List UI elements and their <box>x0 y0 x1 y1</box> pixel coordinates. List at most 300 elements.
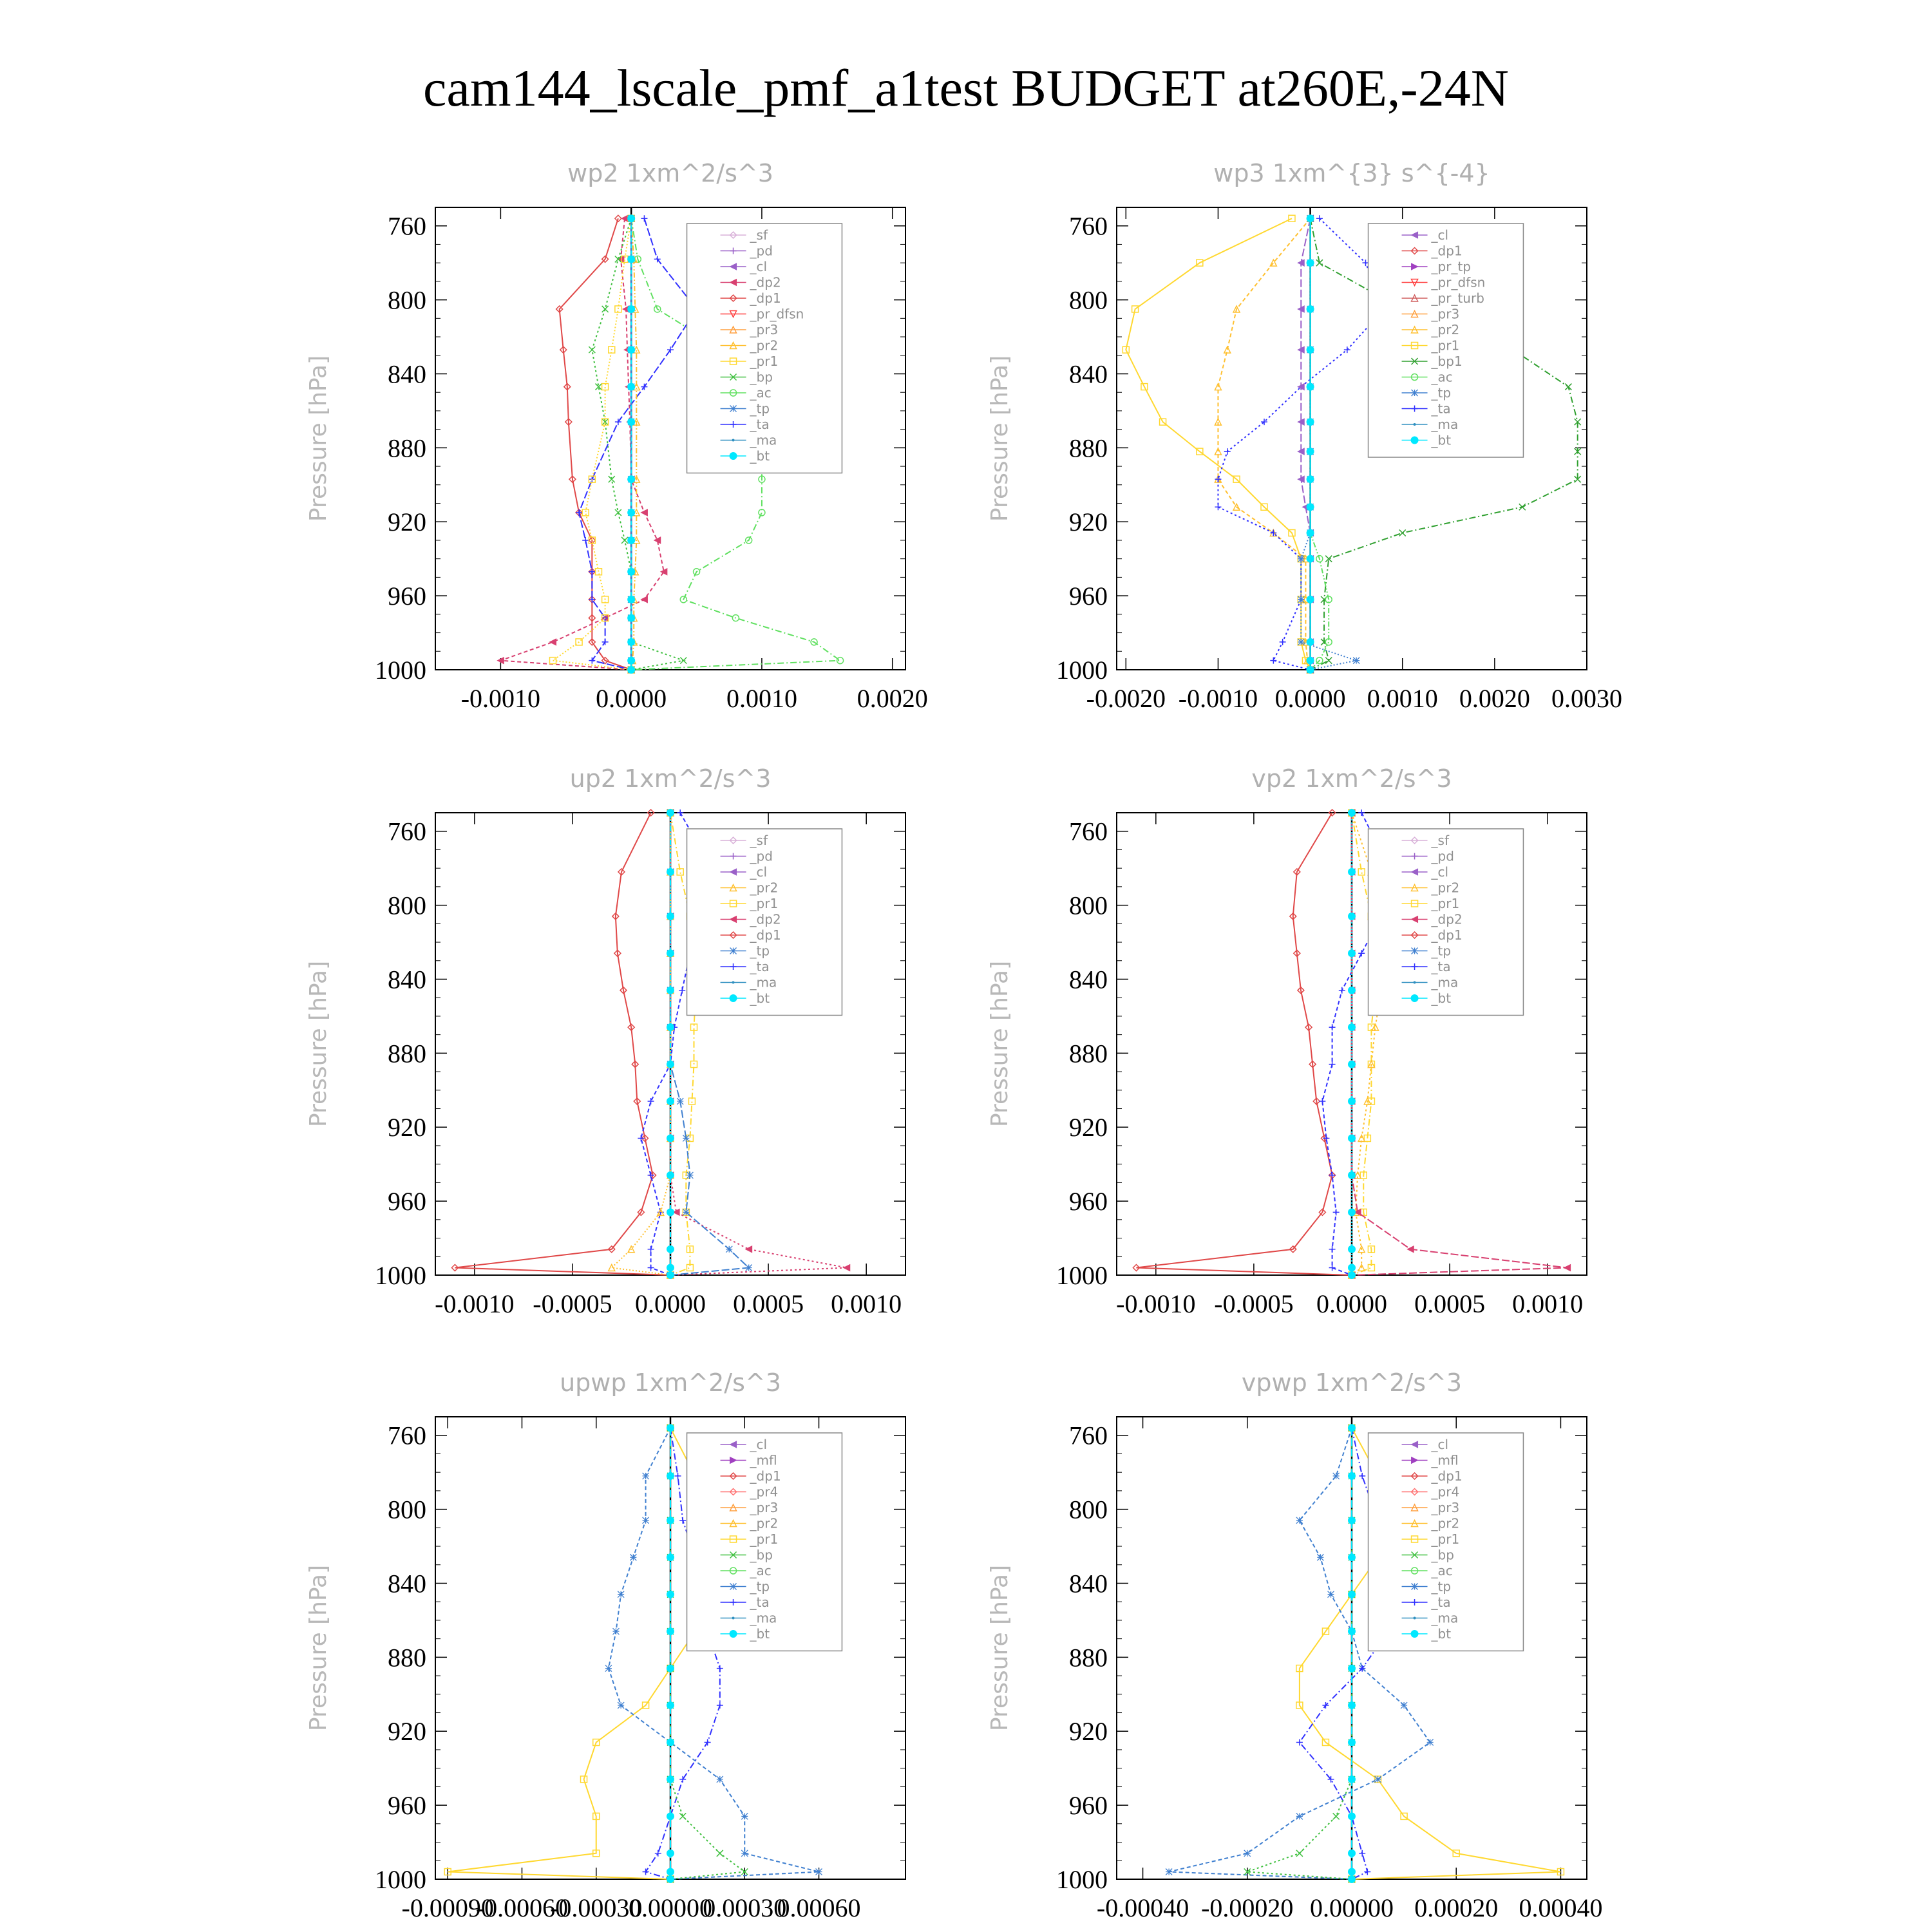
legend-label: _tp <box>1431 1578 1452 1595</box>
data-point-bt <box>667 987 674 994</box>
legend-label: _pr2 <box>750 880 779 896</box>
legend-label: _tp <box>750 943 770 959</box>
legend-marker <box>1414 1617 1416 1620</box>
legend-label: _pr_dfsn <box>750 306 804 322</box>
legend-label: _ma <box>750 974 777 990</box>
data-point-tp <box>1298 556 1304 562</box>
data-point-bt <box>1348 1850 1356 1857</box>
legend-label: _ma <box>750 1610 777 1626</box>
data-point-bt <box>627 475 635 483</box>
x-tick-label: -0.0010 <box>1116 1289 1196 1318</box>
y-tick-label: 960 <box>388 582 426 611</box>
x-tick-label: 0.00000 <box>1310 1893 1394 1922</box>
data-point-bt <box>1307 259 1314 267</box>
data-point-bt <box>627 568 635 576</box>
data-point-tp <box>717 1776 723 1783</box>
data-point-bt <box>1348 1061 1356 1068</box>
data-point-bt <box>627 383 635 391</box>
data-point-bt <box>667 1591 674 1598</box>
y-axis-label: Pressure [hPa] <box>987 1564 1013 1732</box>
data-point-bt <box>1348 1627 1356 1635</box>
y-tick-label: 760 <box>1069 211 1108 241</box>
y-tick-label: 840 <box>1069 965 1108 994</box>
data-point-ta <box>1358 950 1365 956</box>
y-tick-label: 840 <box>1069 1569 1108 1598</box>
legend-marker <box>730 1630 737 1638</box>
data-point-bt <box>1348 1738 1356 1746</box>
data-point-tp <box>683 1209 689 1215</box>
legend-label: _pr1 <box>750 1531 779 1547</box>
data-point-bt <box>1348 868 1356 876</box>
y-tick-label: 880 <box>388 1039 426 1068</box>
y-tick-label: 1000 <box>375 1865 426 1894</box>
data-point-dp2 <box>641 596 647 603</box>
y-tick-label: 1000 <box>1056 656 1108 685</box>
data-point-ta <box>1339 987 1345 994</box>
y-tick-label: 1000 <box>375 1261 426 1290</box>
x-tick-label: -0.0020 <box>1086 684 1166 713</box>
legend-label: _bp <box>750 369 773 385</box>
data-point-ta <box>675 1473 681 1479</box>
legend-marker <box>1412 1584 1418 1590</box>
legend-label: _sf <box>1431 833 1450 848</box>
y-tick-label: 840 <box>388 965 426 994</box>
chart-title: up2 1xm^2/s^3 <box>569 764 772 793</box>
legend-label: _bt <box>750 1626 770 1642</box>
data-point-bp1 <box>1399 529 1406 536</box>
data-point-bt <box>1307 305 1314 313</box>
y-tick-label: 800 <box>388 285 426 315</box>
data-point-bt <box>627 536 635 544</box>
y-tick-label: 960 <box>1069 582 1108 611</box>
data-point-bt <box>1348 1591 1356 1598</box>
legend-label: _ta <box>750 1595 770 1610</box>
data-point-bt <box>1307 638 1314 646</box>
data-point-tp <box>816 1869 822 1875</box>
data-point-ta <box>648 1246 654 1253</box>
x-tick-label: -0.00040 <box>1096 1893 1189 1922</box>
data-point-bt <box>1348 1875 1356 1883</box>
data-point-ta <box>1280 639 1286 645</box>
legend-label: _mfl <box>750 1452 777 1468</box>
data-point-dp2 <box>1407 1246 1414 1253</box>
legend-marker <box>730 406 737 412</box>
legend-label: _bt <box>750 448 770 464</box>
data-point-tp <box>605 1665 612 1672</box>
data-point-bt <box>667 1424 674 1432</box>
legend-label: _pr2 <box>750 1515 779 1531</box>
data-point-bt <box>1307 346 1314 354</box>
x-tick-label: 0.00000 <box>629 1893 712 1922</box>
x-tick-label: 0.0000 <box>1274 684 1346 713</box>
legend-label: _dp1 <box>750 927 781 943</box>
legend-marker <box>732 1617 735 1620</box>
data-point-bt <box>627 418 635 426</box>
legend-label: _ac <box>750 385 772 401</box>
data-point-pr2 <box>1224 346 1231 353</box>
data-point-bt <box>667 868 674 876</box>
legend-label: _mfl <box>1431 1452 1459 1468</box>
series-line-bp <box>1247 1428 1352 1879</box>
legend-marker <box>730 1584 737 1590</box>
data-point-bt <box>1348 1517 1356 1524</box>
data-point-bt <box>667 1812 674 1820</box>
series-line-dp1 <box>560 218 632 670</box>
x-tick-label: -0.0010 <box>1178 684 1258 713</box>
data-point-bt <box>667 1472 674 1480</box>
data-point-bt <box>1348 1472 1356 1480</box>
data-point-ta <box>582 537 589 544</box>
legend-marker <box>730 452 737 460</box>
data-point-bt <box>627 214 635 222</box>
legend-label: _pr2 <box>1431 1515 1460 1531</box>
data-point-bt <box>667 1776 674 1783</box>
legend-marker <box>732 439 735 442</box>
data-point-ta <box>1333 1209 1340 1215</box>
data-point-bt <box>667 1061 674 1068</box>
data-point-bt <box>1348 1776 1356 1783</box>
data-point-tp <box>741 1813 748 1819</box>
data-point-bt <box>627 614 635 622</box>
legend-label: _pr_tp <box>1431 259 1472 274</box>
y-tick-label: 1000 <box>1056 1261 1108 1290</box>
data-point-ta <box>1358 810 1365 816</box>
data-point-tp <box>1353 658 1359 664</box>
y-tick-label: 840 <box>388 1569 426 1598</box>
y-tick-label: 760 <box>388 211 426 241</box>
data-point-tp <box>1296 1517 1303 1524</box>
legend-label: _ma <box>1431 417 1459 432</box>
legend-label: _bt <box>1431 990 1452 1006</box>
legend-label: _ma <box>750 432 777 448</box>
data-point-bt <box>667 1517 674 1524</box>
y-tick-label: 760 <box>388 817 426 846</box>
data-point-bt <box>667 1850 674 1857</box>
y-tick-label: 1000 <box>375 656 426 685</box>
series-line-pr1 <box>448 1428 720 1879</box>
data-point-ta <box>648 1265 654 1271</box>
legend-label: _pr3 <box>750 1500 779 1515</box>
data-point-bt <box>627 596 635 603</box>
y-tick-label: 840 <box>388 359 426 389</box>
data-point-bt <box>1307 529 1314 536</box>
data-point-ta <box>717 1702 723 1709</box>
data-point-bt <box>1307 596 1314 603</box>
data-point-tp <box>630 1554 636 1560</box>
data-point-bp <box>1296 1850 1303 1857</box>
data-point-ta <box>1359 1473 1365 1479</box>
series-line-dp2 <box>500 218 663 670</box>
x-tick-label: 0.0020 <box>857 684 928 713</box>
data-point-bt <box>667 1875 674 1883</box>
data-point-bt <box>1348 1023 1356 1031</box>
data-point-ta <box>1329 1265 1336 1271</box>
legend-label: _pr4 <box>750 1484 779 1500</box>
data-point-bt <box>1307 418 1314 426</box>
legend-marker <box>732 981 735 984</box>
data-point-bp <box>680 658 687 664</box>
legend-label: _pr_turb <box>1431 290 1484 306</box>
data-point-ta <box>717 1665 723 1672</box>
data-point-tp <box>1427 1739 1434 1745</box>
x-tick-label: 0.0000 <box>596 684 667 713</box>
legend-marker <box>1414 423 1416 426</box>
chart-panel-2 <box>987 159 1622 713</box>
data-point-bt <box>1348 913 1356 920</box>
data-point-bp <box>1333 1813 1340 1819</box>
data-point-tp <box>1375 1776 1381 1783</box>
data-point-bt <box>667 1245 674 1253</box>
data-point-bp <box>679 1813 686 1819</box>
x-tick-label: 0.0005 <box>733 1289 804 1318</box>
series-line-dp1 <box>455 813 670 1275</box>
data-point-ta <box>1329 1061 1336 1068</box>
y-tick-label: 800 <box>388 1495 426 1524</box>
y-tick-label: 920 <box>1069 507 1108 537</box>
x-tick-label: 0.0005 <box>1414 1289 1486 1318</box>
data-point-tp <box>1244 1850 1251 1857</box>
legend-label: _sf <box>750 833 768 848</box>
data-point-bt <box>627 305 635 313</box>
legend-marker <box>1411 437 1419 444</box>
data-point-tp <box>1328 1591 1334 1598</box>
data-point-bt <box>1348 1812 1356 1820</box>
data-point-ta <box>1364 1869 1370 1875</box>
data-point-tp <box>1401 1702 1407 1709</box>
data-point-bt <box>1307 214 1314 222</box>
legend-marker <box>1412 948 1418 954</box>
data-point-bt <box>667 1553 674 1561</box>
data-point-bt <box>667 1264 674 1272</box>
data-point-bt <box>1348 1208 1356 1216</box>
x-tick-label: -0.00020 <box>1201 1893 1294 1922</box>
data-point-bp <box>717 1850 723 1857</box>
y-tick-label: 800 <box>388 891 426 920</box>
data-point-bt <box>1307 555 1314 563</box>
data-point-tp <box>1296 1813 1303 1819</box>
legend-label: _pr1 <box>750 354 779 369</box>
legend-label: _pr3 <box>1431 1500 1460 1515</box>
legend-label: _dp1 <box>1431 1468 1463 1484</box>
x-tick-label: -0.0005 <box>1214 1289 1294 1318</box>
data-point-bp1 <box>1325 658 1332 664</box>
legend-label: _cl <box>1431 227 1449 243</box>
data-point-bt <box>627 666 635 674</box>
y-tick-label: 800 <box>1069 285 1108 315</box>
legend-label: _cl <box>750 864 768 880</box>
series-line-pr2 <box>1218 218 1310 670</box>
legend-label: _pr1 <box>1431 337 1460 354</box>
legend-label: _dp1 <box>1431 243 1463 259</box>
chart-title: upwp 1xm^2/s^3 <box>560 1368 781 1397</box>
data-point-bt <box>667 1208 674 1216</box>
data-point-bt <box>627 638 635 646</box>
data-point-ta <box>1319 1098 1325 1104</box>
legend-label: _ac <box>1431 369 1453 385</box>
data-point-tp <box>612 1628 619 1634</box>
legend-label: _pr2 <box>1431 880 1460 896</box>
y-tick-label: 840 <box>1069 359 1108 389</box>
chart-title: wp2 1xm^2/s^3 <box>567 159 773 187</box>
y-tick-label: 800 <box>1069 1495 1108 1524</box>
y-tick-label: 960 <box>1069 1791 1108 1821</box>
x-tick-label: -0.0010 <box>435 1289 515 1318</box>
legend-label: _pd <box>750 848 773 864</box>
legend-label: _dp2 <box>1431 911 1463 927</box>
y-tick-label: 880 <box>388 433 426 463</box>
data-point-ta <box>1224 448 1231 455</box>
legend-label: _ac <box>750 1563 772 1578</box>
data-point-bt <box>667 809 674 817</box>
legend-label: _tp <box>1431 385 1452 401</box>
legend-label: _ma <box>1431 974 1459 990</box>
legend-label: _ta <box>750 959 770 974</box>
y-tick-label: 1000 <box>1056 1865 1108 1894</box>
x-tick-label: -0.0010 <box>460 684 541 713</box>
legend-label: _ta <box>1431 401 1451 417</box>
legend-label: _dp1 <box>750 290 781 306</box>
legend-label: _pr2 <box>1431 322 1460 337</box>
data-point-bt <box>1348 1271 1356 1279</box>
chart-title: wp3 1xm^{3} s^{-4} <box>1213 159 1490 187</box>
legend-label: _pr4 <box>1431 1484 1460 1500</box>
y-tick-label: 920 <box>388 507 426 537</box>
data-point-bt <box>1348 1097 1356 1105</box>
data-point-bt <box>1348 1665 1356 1672</box>
y-tick-label: 960 <box>1069 1187 1108 1217</box>
data-point-bt <box>1307 383 1314 391</box>
data-point-tp <box>746 1265 752 1271</box>
data-point-bt <box>1348 1701 1356 1709</box>
x-tick-label: 0.0010 <box>1512 1289 1584 1318</box>
data-point-bt <box>1348 1264 1356 1272</box>
data-point-bp <box>602 306 609 312</box>
data-point-ta <box>1329 1024 1336 1030</box>
data-point-bp <box>609 476 615 482</box>
legend-label: _pr1 <box>1431 896 1460 911</box>
data-point-bt <box>627 509 635 516</box>
legend-marker <box>1412 390 1418 396</box>
page-title: cam144_lscale_pmf_a1test BUDGET at260E,-24N <box>423 59 1509 117</box>
legend-marker <box>1411 994 1419 1002</box>
legend-label: _cl <box>750 1437 768 1452</box>
chart-panel-5 <box>305 1368 905 1922</box>
legend-label: _ta <box>1431 959 1451 974</box>
legend-marker <box>730 994 737 1002</box>
y-axis-label: Pressure [hPa] <box>305 960 332 1128</box>
data-point-bt <box>1307 475 1314 483</box>
data-point-bt <box>667 1627 674 1635</box>
data-point-ta <box>1215 504 1221 510</box>
data-point-bt <box>1348 1245 1356 1253</box>
data-point-dp2 <box>550 639 556 645</box>
data-point-bt <box>667 1134 674 1142</box>
data-point-tp <box>741 1850 748 1857</box>
legend-marker <box>1411 1630 1419 1638</box>
data-point-tp <box>1317 1554 1323 1560</box>
data-point-bp <box>621 537 628 544</box>
legend-label: _bt <box>1431 1626 1452 1642</box>
data-point-bt <box>1348 1868 1356 1876</box>
data-point-tp <box>1166 1869 1172 1875</box>
legend-label: _ta <box>1431 1595 1451 1610</box>
data-point-bt <box>1307 666 1314 674</box>
data-point-ta <box>679 987 685 994</box>
x-tick-label: 0.0010 <box>726 684 797 713</box>
y-axis-label: Pressure [hPa] <box>987 355 1013 522</box>
legend-label: _pd <box>750 243 773 259</box>
legend-marker <box>730 948 737 954</box>
y-tick-label: 800 <box>1069 891 1108 920</box>
data-point-ta <box>589 569 595 575</box>
data-point-ta <box>1316 215 1323 222</box>
data-point-dp2 <box>641 509 647 516</box>
data-point-tp <box>618 1702 624 1709</box>
data-point-bt <box>1348 1553 1356 1561</box>
chart-panel-4 <box>987 764 1587 1318</box>
y-tick-label: 960 <box>388 1791 426 1821</box>
legend-label: _pr3 <box>750 322 779 337</box>
chart-title: vp2 1xm^2/s^3 <box>1251 764 1452 793</box>
data-point-bt <box>667 1171 674 1179</box>
y-tick-label: 760 <box>1069 1421 1108 1450</box>
legend-label: _bp1 <box>1431 354 1463 369</box>
y-tick-label: 880 <box>1069 1039 1108 1068</box>
chart-title: vpwp 1xm^2/s^3 <box>1241 1368 1463 1397</box>
data-point-tp <box>643 1473 649 1479</box>
data-point-dp2 <box>746 1246 752 1253</box>
data-point-bt <box>627 346 635 354</box>
y-tick-label: 880 <box>1069 1643 1108 1672</box>
y-tick-label: 760 <box>1069 817 1108 846</box>
data-point-bt <box>667 1665 674 1672</box>
legend-label: _pr_dfsn <box>1431 274 1486 290</box>
legend-label: _bt <box>750 990 770 1006</box>
data-point-tp <box>726 1246 732 1253</box>
y-tick-label: 880 <box>1069 433 1108 463</box>
legend-label: _dp2 <box>750 274 781 290</box>
x-tick-label: 0.00030 <box>703 1893 787 1922</box>
data-point-bp <box>589 346 595 353</box>
data-point-bp <box>615 509 621 516</box>
legend-label: _bp <box>1431 1547 1454 1563</box>
legend-label: _tp <box>750 1578 770 1595</box>
x-tick-label: 0.00020 <box>1414 1893 1499 1922</box>
y-tick-label: 920 <box>388 1717 426 1747</box>
legend-label: _pr1 <box>750 896 779 911</box>
y-axis-label: Pressure [hPa] <box>987 960 1013 1128</box>
legend-label: _dp1 <box>1431 927 1463 943</box>
legend-marker <box>1414 981 1416 984</box>
data-point-bt <box>1348 987 1356 994</box>
data-point-bt <box>1307 657 1314 665</box>
data-point-tp <box>677 1098 683 1104</box>
y-tick-label: 920 <box>1069 1113 1108 1142</box>
data-point-ta <box>1359 1850 1365 1857</box>
x-tick-label: 0.0010 <box>831 1289 902 1318</box>
x-tick-label: 0.0020 <box>1459 684 1530 713</box>
data-point-bt <box>1348 1424 1356 1432</box>
x-tick-label: 0.0030 <box>1551 684 1622 713</box>
data-point-bt <box>667 913 674 920</box>
data-point-ta <box>576 509 582 516</box>
legend-label: _cl <box>1431 864 1449 880</box>
data-point-bt <box>667 1271 674 1279</box>
legend-label: _sf <box>750 227 768 243</box>
data-point-bt <box>667 1097 674 1105</box>
data-point-dp2 <box>844 1265 850 1271</box>
legend-label: _cl <box>1431 1437 1449 1452</box>
